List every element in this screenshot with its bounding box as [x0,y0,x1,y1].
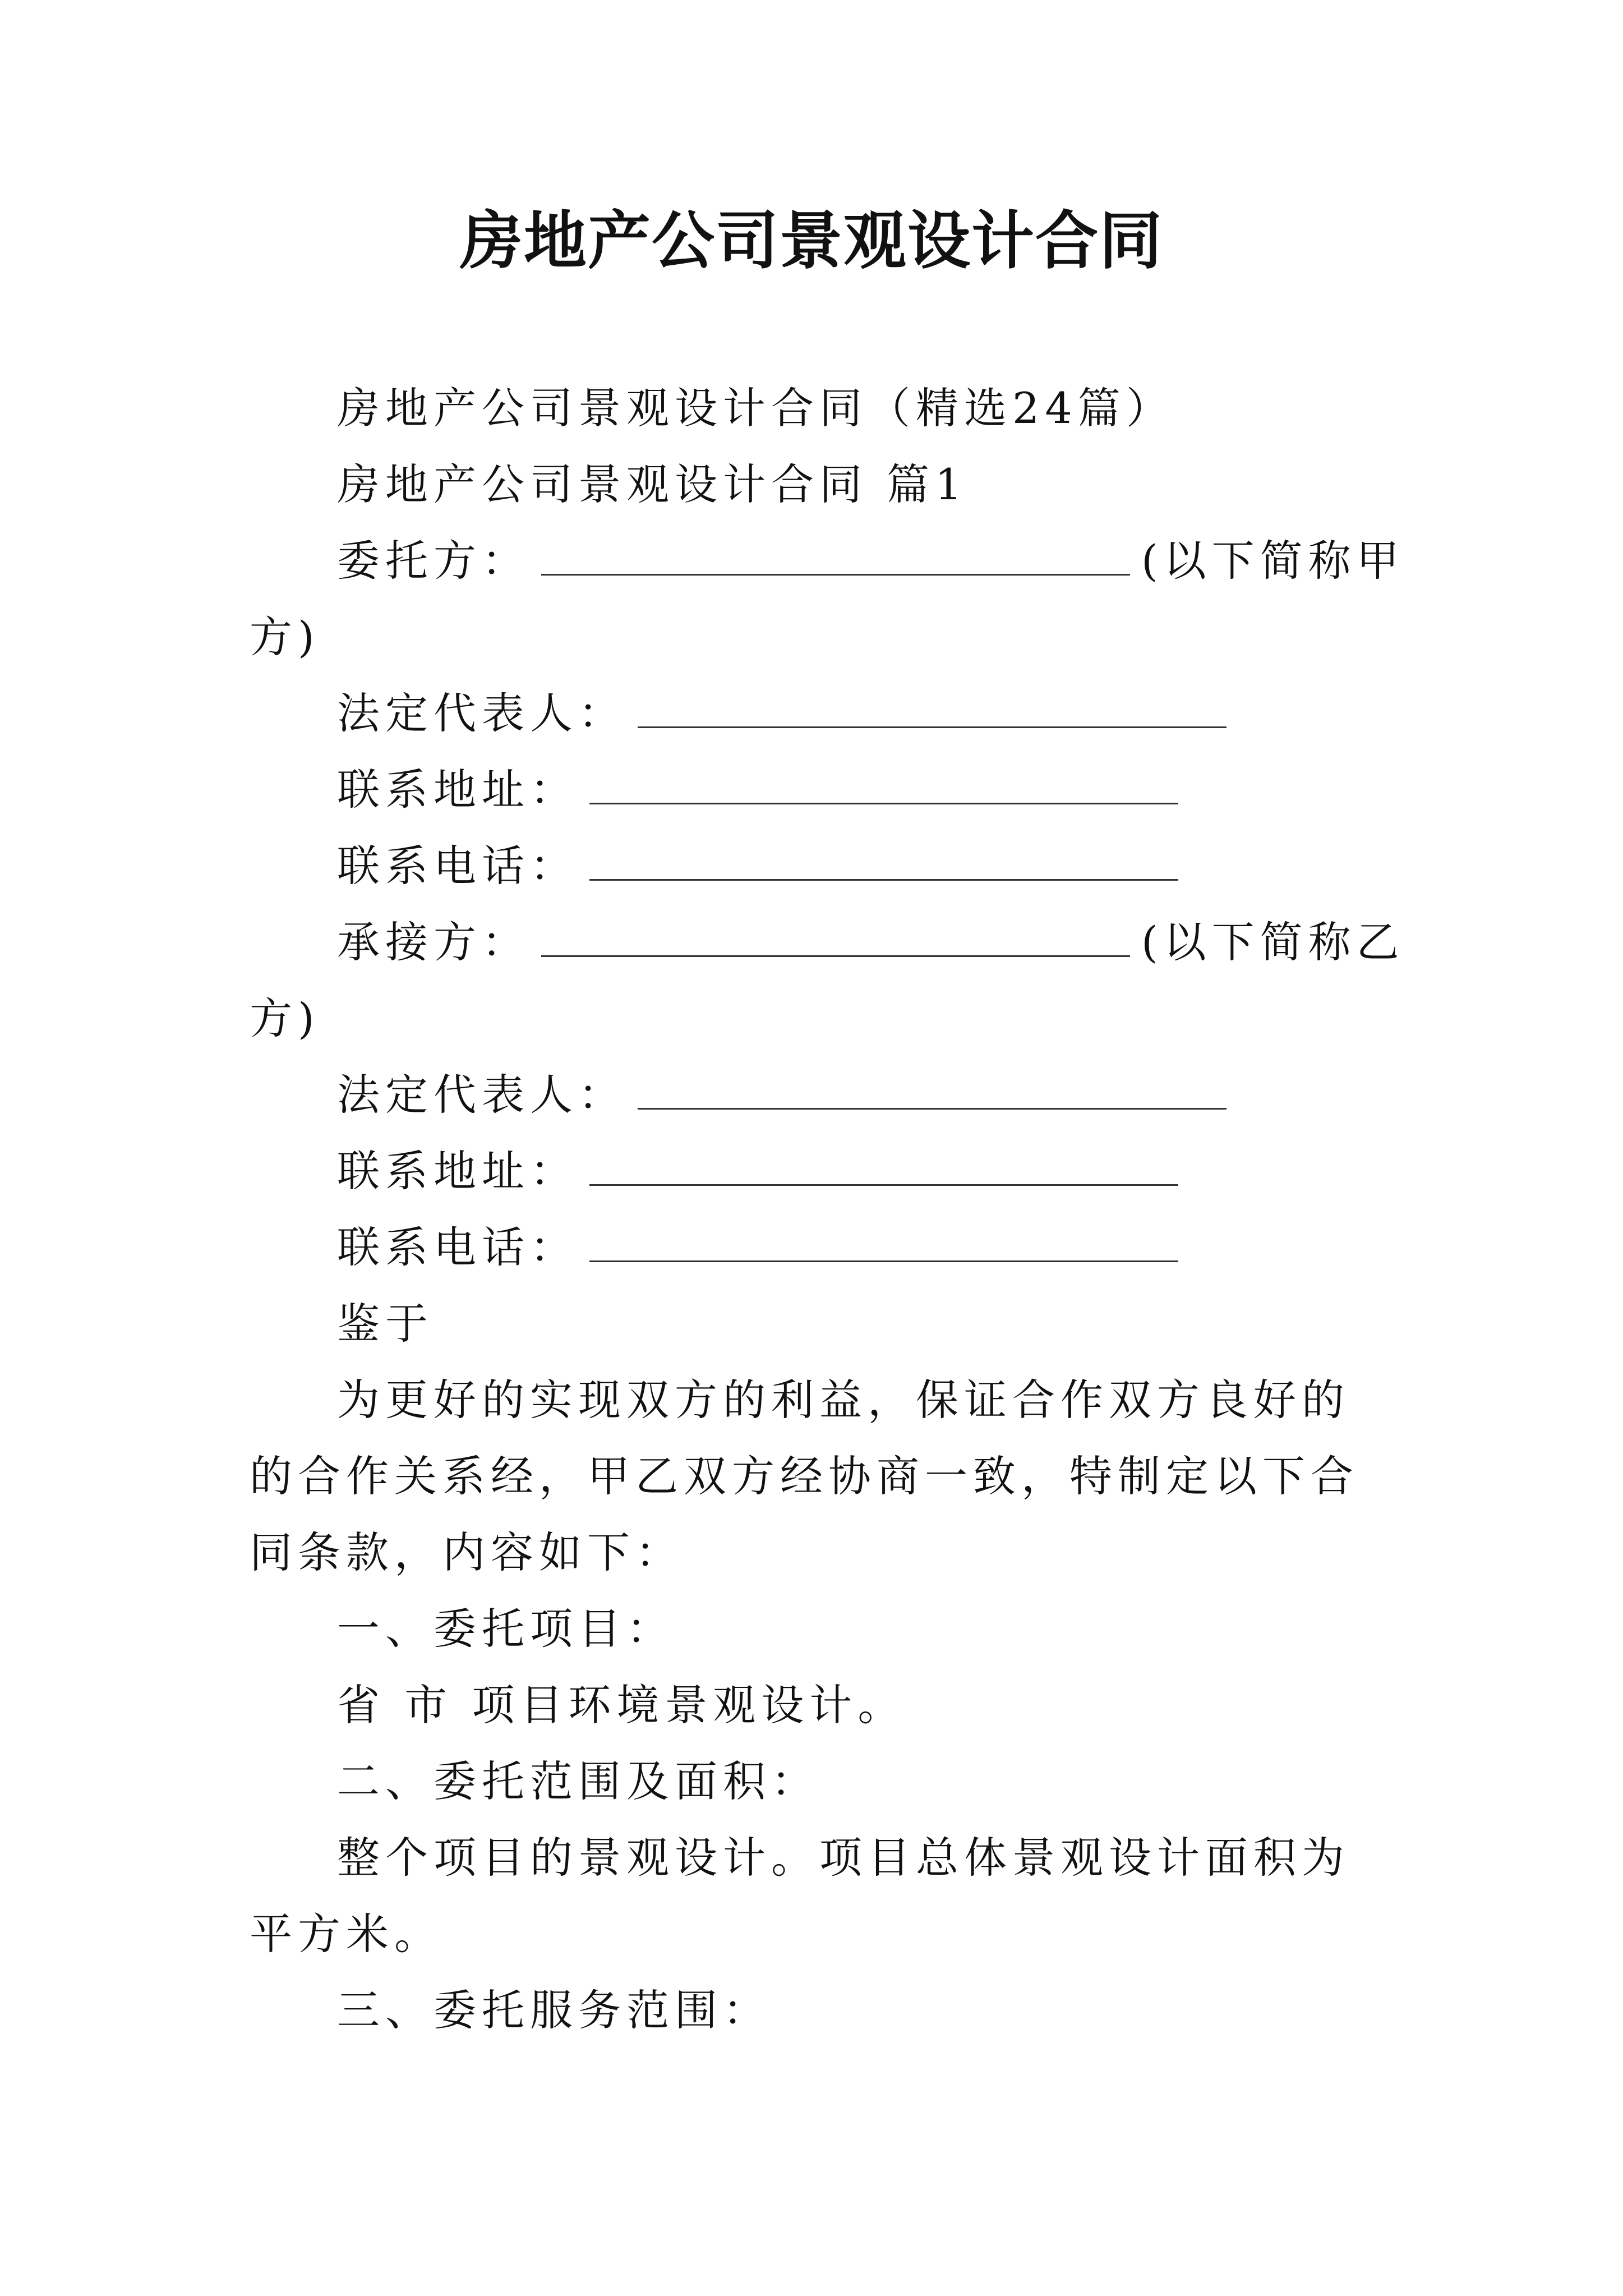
party-b-rep-line [250,1057,1382,1133]
party-b-line [250,904,1405,981]
party-a-address-label: 联系地址： [337,765,578,815]
party-b-phone-line [250,1209,1382,1286]
clause1-body: 省 市 项目环境景观设计。 [337,1680,906,1730]
intro-paragraph: 为更好的实现双方的利益，保证合作双方良好的的合作关系经，甲乙双方经协商一致，特制定以下合同条款，内容如下： [250,1375,1359,1577]
section-heading: 房地产公司景观设计合同 篇1 [337,459,968,509]
party-a-suffix: (以下简称甲 [1141,536,1405,586]
party-b-phone-blank [589,1214,1178,1262]
party-a-phone-label: 联系电话： [337,841,578,891]
clause2-body: 整个项目的景观设计。项目总体景观设计面积为 平方米。 [250,1833,1350,1959]
document-title: 房地产公司景观设计合同 [460,204,1163,278]
party-b-phone-label: 联系电话： [337,1222,578,1272]
document-body [250,370,1405,2049]
party-a-rep-line [250,675,1382,752]
party-a-suffix-cont: 方) [250,612,320,662]
party-a-address-blank [589,757,1178,804]
party-a-name-blank [541,528,1130,576]
whereas-heading: 鉴于 [337,1299,434,1349]
clause2-heading: 二、委托范围及面积： [337,1756,819,1806]
party-b-name-blank [541,909,1130,957]
clause1-heading: 一、委托项目： [337,1604,675,1654]
party-b-address-line [250,1133,1382,1209]
party-b-address-blank [589,1138,1178,1186]
party-a-rep-blank [638,680,1227,728]
party-a-line [250,523,1405,599]
party-a-rep-label: 法定代表人： [337,688,626,738]
party-a-address-line [250,752,1382,828]
party-b-suffix-cont: 方) [250,993,320,1043]
subtitle: 房地产公司景观设计合同（精选24篇） [337,383,1174,433]
party-a-label: 委托方： [337,536,530,586]
party-b-rep-blank [638,1062,1227,1110]
party-b-address-label: 联系地址： [337,1146,578,1196]
clause3-heading: 三、委托服务范围： [337,1985,771,2035]
party-b-rep-label: 法定代表人： [337,1070,626,1120]
party-b-label: 承接方： [337,917,530,967]
party-a-phone-line [250,828,1382,904]
party-a-phone-blank [589,833,1178,881]
party-b-suffix: (以下简称乙 [1141,917,1405,967]
